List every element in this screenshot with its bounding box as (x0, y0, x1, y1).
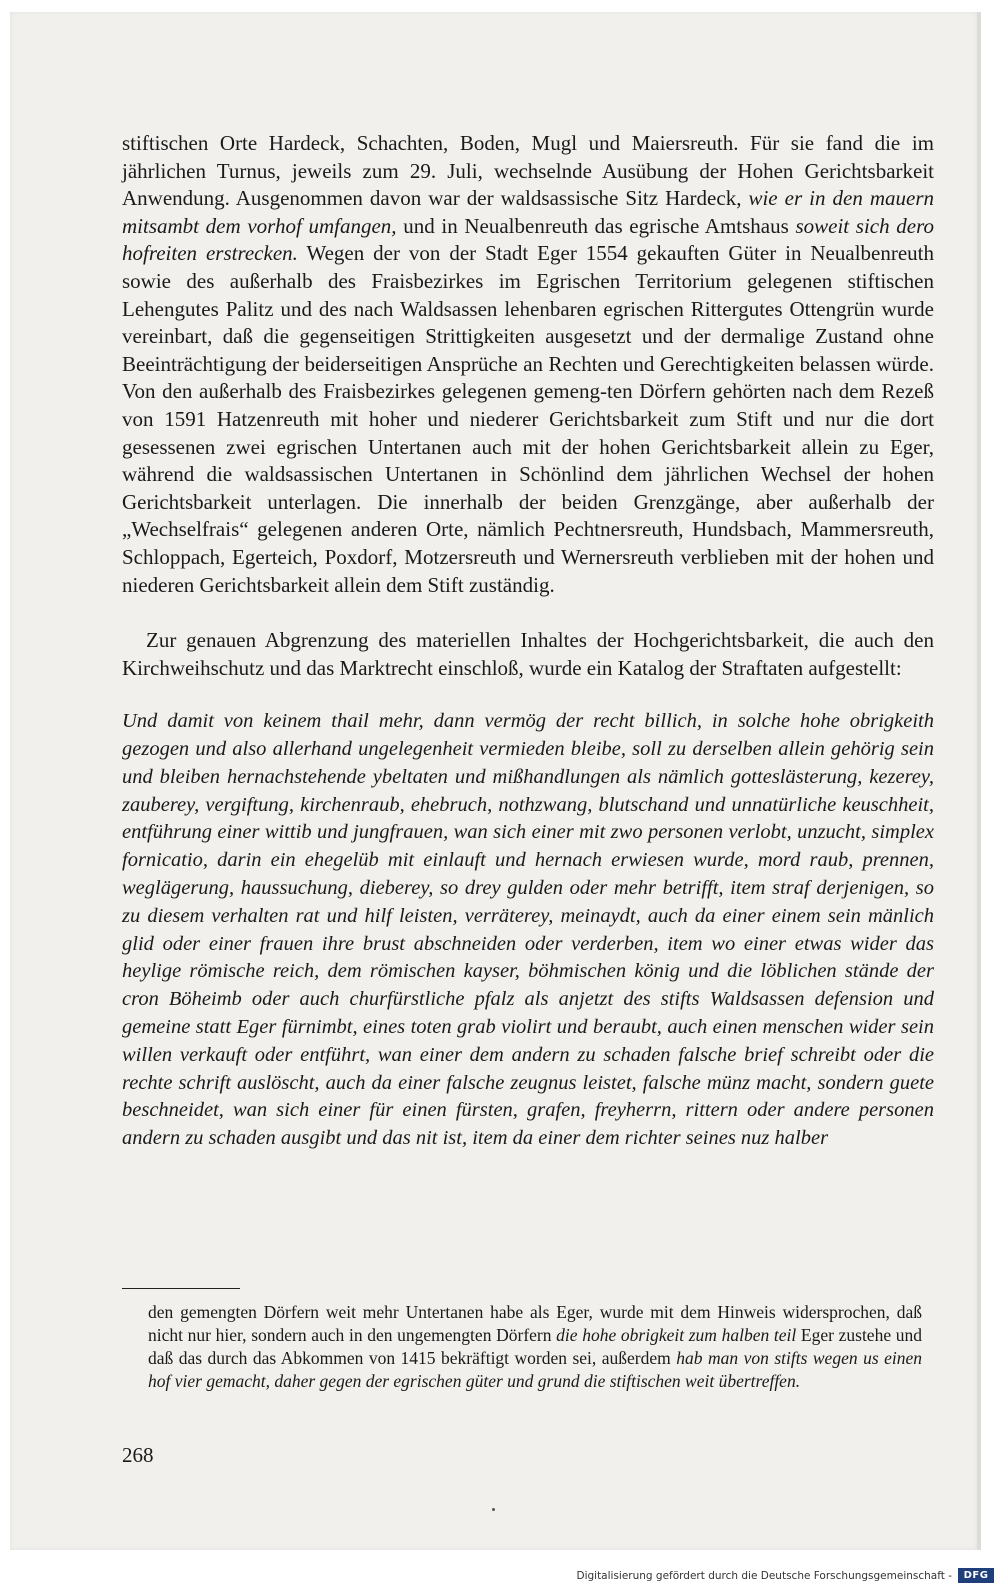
block-quote: Und damit von keinem thail mehr, dann vermög der recht billich, in solche hohe obrigkeith gezogen und also allerhand ungelegenheit vermieden bleibe, soll zu derselben allein gehörig sein und bleiben hernachstehende ybeltaten und mißhandlungen als nämlich gotteslästerung, kezerey, zauberey, vergiftung, kirchenraub, ehebruch, nothzwang, blutschand und unnatürliche keuschheit, entführung einer wittib und jungfrauen, wan sich einer mit zwo personen verlobt, unzucht, simplex fornicatio, darin ein ehegelüb mit einlauft und hernach erwiesen wurde, mord raub, prennen, weglägerung, haussuchung, dieberey, so drey gulden oder mehr betrifft, item straf derjenigen, so zu diesem verhalten rat und hilf leisten, verräterey, meinaydt, auch da einer einem sein mänlich glid oder einer frauen ihre brust abschneiden oder verderben, item wo einer etwas wider das heylige römische reich, dem römischen kayser, böhmischen könig und die löblichen stände der cron Böheimb oder auch churfürstliche pfalz als anjetzt des stifts Waldsassen defension und gemeine statt Eger fürnimbt, eines toten grab violirt und beraubt, auch einen menschen wider sein willen verkauft oder entführt, wan einer dem andern zu schaden falsche brief schreibt oder die rechte schrift auslöscht, auch da einer falsche zeugnus leistet, falsche münz macht, sondern guete beschneidet, wan sich einer für einen fürsten, grafen, freyherrn, rittern oder andere personen andern zu schaden ausgibt und das nit ist, item da einer dem richter seines nuz halber (122, 710, 934, 1150)
footnote-text-mid: Eger zustehe und daß das durch das Abkommen von 1415 bekräftigt worden sei, außerdem (148, 1325, 923, 1368)
dfg-logo: DFG (958, 1568, 994, 1583)
footnote-text: den gemengten Dörfern weit mehr Untertanen habe als Eger, wurde mit dem Hinweis widersprochen, daß nicht nur hier, sondern auch in den ungemengten Dörfern (148, 1302, 922, 1345)
paragraph-1-text-end: Wegen der von der Stadt Eger 1554 gekauften Güter in Neualbenreuth sowie des außerhalb des Fraisbezirkes im Egrischen Territorium gelegenen stiftischen Lehengutes Palitz und des nach Waldsassen lehenbaren egrischen Rittergutes Ottengrün wurde vereinbart, daß die gegenseitigen Strittigkeiten ausgesetzt und der dermalige Zustand ohne Beeinträchtigung der beiderseitigen Ansprüche an Rechten und Gerechtigkeiten belassen würde. Von den außerhalb des Fraisbezirkes gelegenen gemeng-ten Dörfern gehörten nach dem Rezeß von 1591 Hatzenreuth mit hoher und niederer Gerichtsbarkeit zum Stift und nur die dort gesessenen zwei egrischen Untertanen auch mit der hohen Gerichtsbarkeit allein zu Eger, während die waldsassischen Untertanen in Schönlind dem jährlichen Wechsel der hohen Gerichtsbarkeit unterlagen. Die innerhalb der beiden Grenzgänge, aber außerhalb der „Wechselfrais“ gelegenen anderen Orte, nämlich Pechtnersreuth, Hundsbach, Mammersreuth, Schloppach, Egerteich, Poxdorf, Motzersreuth und Wernersreuth verblieben mit der hohen und niederen Gerichtsbarkeit allein dem Stift zuständig. (122, 241, 935, 597)
footnote (148, 1301, 922, 1393)
paragraph-2: Zur genauen Abgrenzung des materiellen Inhaltes der Hochgerichtsbarkeit, die auch den Kirchweihschutz und das Marktrecht einschloß, wurde ein Katalog der Straftaten aufgestellt: (122, 628, 934, 680)
scan-speck (492, 1508, 495, 1511)
paragraph-1 (122, 130, 934, 599)
footnote-divider (122, 1288, 240, 1289)
main-text (122, 130, 934, 1153)
digitization-credit: Digitalisierung gefördert durch die Deutsche Forschungsgemeinschaft - (576, 1570, 952, 1582)
paragraph-1-italic-quote-1: wie er in den mauern mitsambt dem vorhof umfangen, (122, 186, 934, 238)
footnote-italic-1: die hohe obrigkeit zum halben teil (556, 1325, 797, 1345)
page-number: 268 (122, 1443, 154, 1467)
footnote-italic-2: hab man von stifts wegen us einen hof vier gemacht, daher gegen der egrischen güter und grund die stiftischen weit übertreffen. (148, 1348, 923, 1391)
paragraph-1-text: stiftischen Orte Hardeck, Schachten, Boden, Mugl und Maiersreuth. Für sie fand die im jährlichen Turnus, jeweils zum 29. Juli, wechselnde Ausübung der Hohen Gerichtsbarkeit Anwendung. Ausgenommen davon war der waldsassische Sitz Hardeck, (122, 131, 934, 211)
paragraph-1-text-mid: und in Neualbenreuth das egrische Amtshaus (396, 213, 796, 238)
paragraph-1-italic-quote-2: soweit sich dero hofreiten erstrecken. (122, 213, 934, 266)
